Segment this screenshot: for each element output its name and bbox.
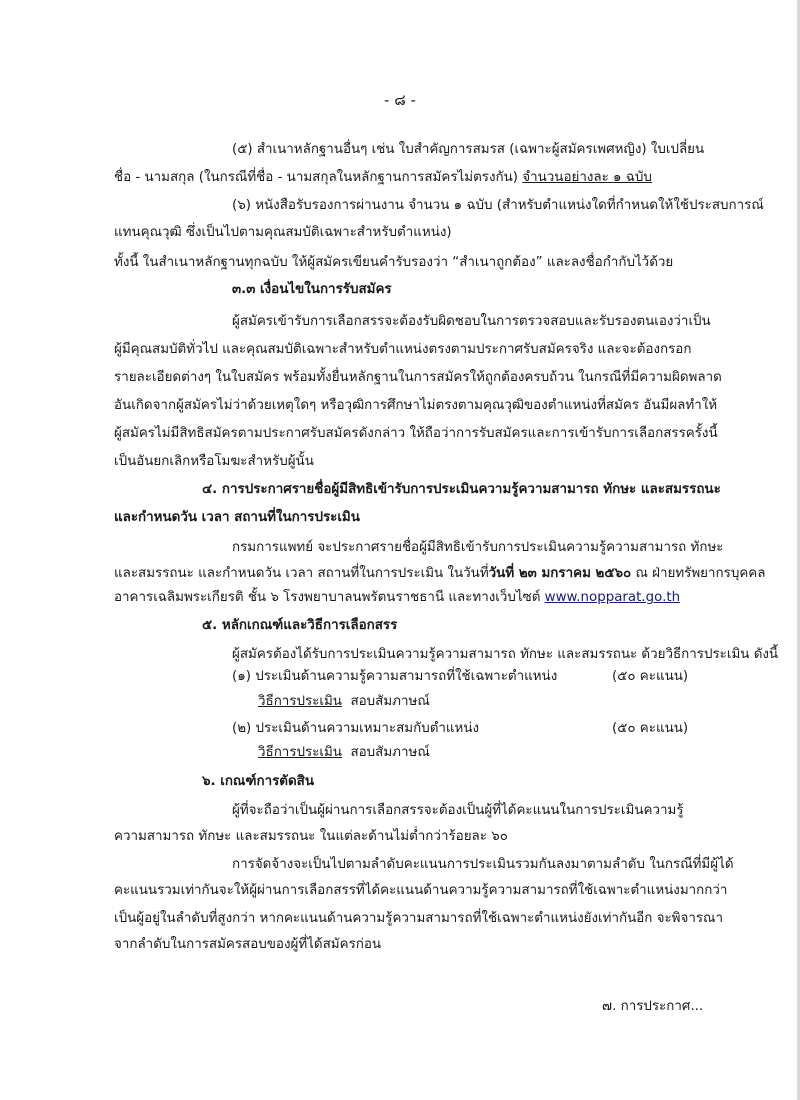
section-4-line3	[114, 588, 680, 608]
section-6-para1-line: ผู้ที่จะถือว่าเป็นผู้ผ่านการเลือกสรรจะต้องเป็นผู้ที่ได้คะแนนในการประเมินความรู้	[232, 803, 684, 818]
item5-line2-text: ชื่อ - นามสกุล (ในกรณีที่ชื่อ - นามสกุลในหลักฐานการสมัครไม่ตรงกัน)	[114, 170, 523, 185]
criterion-label: (๒) ประเมินด้านความเหมาะสมกับตำแหน่ง	[232, 721, 480, 736]
method-value: สอบสัมภาษณ์	[350, 745, 430, 760]
item5-line1: (๕) สำเนาหลักฐานอื่นๆ เช่น ใบสำคัญการสมรส (เฉพาะผู้สมัครเพศหญิง) ใบเปลี่ยน	[232, 142, 705, 157]
section-6-para2-line: การจัดจ้างจะเป็นไปตามลำดับคะแนนการประเมินรวมกันลงมาตามลำดับ ในกรณีที่มีผู้ได้	[232, 857, 734, 872]
section-6-heading: ๖. เกณฑ์การตัดสิน	[202, 774, 315, 789]
website-link[interactable]: www.nopparat.go.th	[544, 590, 681, 605]
section-4-line1: กรมการแพทย์ จะประกาศรายชื่อผู้มีสิทธิเข้ารับการประเมินความรู้ความสามารถ ทักษะ	[232, 540, 724, 555]
item5-line2	[114, 168, 652, 188]
section-6-para2-line: เป็นผู้อยู่ในลำดับที่สูงกว่า หากคะแนนด้านความรู้ความสามารถที่ใช้เฉพาะตำแหน่งยังเท่ากันอีก จะพิจารณา	[114, 911, 723, 926]
page-number: - ๘ -	[384, 91, 416, 109]
item5-quantity: จำนวนอย่างละ ๑ ฉบับ	[522, 170, 652, 185]
method-value: สอบสัมภาษณ์	[350, 694, 430, 709]
section-6-para2-line: คะแนนรวมเท่ากันจะให้ผู้ผ่านการเลือกสรรที่ได้คะแนนด้านความรู้ความสามารถที่ใช้เฉพาะตำแหน่งมากกว่า	[114, 883, 728, 898]
section-4-line2	[114, 564, 765, 584]
continuation-note: ๗. การประกาศ...	[602, 999, 704, 1014]
section-5-heading: ๕. หลักเกณฑ์และวิธีการเลือกสรร	[202, 618, 398, 633]
section-3-3-line: ผู้มีคุณสมบัติทั่วไป และคุณสมบัติเฉพาะสำหรับตำแหน่งตรงตามประกาศรับสมัครจริง และจะต้องกรอก	[114, 342, 692, 357]
criterion-score: (๕๐ คะแนน)	[612, 721, 689, 736]
section-3-3-line: ผู้สมัครเข้ารับการเลือกสรรจะต้องรับผิดชอบในการตรวจสอบและรับรองตนเองว่าเป็น	[232, 314, 711, 329]
criterion-method	[258, 743, 430, 763]
section-3-3-line: เป็นอันยกเลิกหรือโมฆะสำหรับผู้นั้น	[114, 454, 314, 469]
criterion-score: (๕๐ คะแนน)	[612, 669, 689, 684]
section-4-heading-line2: และกำหนดวัน เวลา สถานที่ในการประเมิน	[114, 510, 360, 525]
criterion-label: (๑) ประเมินด้านความรู้ความสามารถที่ใช้เฉพาะตำแหน่ง	[232, 669, 558, 684]
section-5-intro: ผู้สมัครต้องได้รับการประเมินความรู้ความสามารถ ทักษะ และสมรรถนะ ด้วยวิธีการประเมิน ดังนี้	[232, 647, 779, 662]
criterion-method	[258, 692, 430, 712]
section-4-line2-text: และสมรรถนะ และกำหนดวัน เวลา สถานที่ในการประเมิน ในวันที่	[114, 566, 489, 581]
section-4-line2-tail: ณ ฝ่ายทรัพยากรบุคคล	[631, 566, 766, 581]
method-label: วิธีการประเมิน	[258, 745, 342, 760]
section-6-para1-line: ความสามารถ ทักษะ และสมรรถนะ ในแต่ละด้านไม่ต่ำกว่าร้อยละ ๖๐	[114, 829, 508, 844]
certify-note: ทั้งนี้ ในสำเนาหลักฐานทุกฉบับ ให้ผู้สมัครเขียนคำรับรองว่า “สำเนาถูกต้อง” และลงชื่อกำกับไว้ด้วย	[114, 255, 674, 270]
item6-line2: แทนคุณวุฒิ ซึ่งเป็นไปตามคุณสมบัติเฉพาะสำหรับตำแหน่ง)	[114, 225, 452, 240]
method-label: วิธีการประเมิน	[258, 694, 342, 709]
section-3-3-line: รายละเอียดต่างๆ ในใบสมัคร พร้อมทั้งยื่นหลักฐานในการสมัครให้ถูกต้องครบถ้วน ในกรณีที่มีความผิดพลาด	[114, 370, 722, 385]
section-6-para2-line: จากลำดับในการสมัครสอบของผู้ที่ได้สมัครก่อน	[114, 937, 382, 952]
announcement-date: วันที่ ๒๓ มกราคม ๒๕๖๐	[488, 566, 632, 581]
section-4-line3-text: อาคารเฉลิมพระเกียรติ ชั้น ๖ โรงพยาบาลนพรัตนราชธานี และทางเว็บไซต์	[114, 590, 545, 605]
section-3-3-heading: ๓.๓ เงื่อนไขในการรับสมัคร	[232, 282, 392, 297]
section-3-3-line: อันเกิดจากผู้สมัครไม่ว่าด้วยเหตุใดๆ หรือวุฒิการศึกษาไม่ตรงตามคุณวุฒิของตำแหน่งที่สมัคร อันมีผลทำให้	[114, 398, 718, 413]
item6-line1: (๖) หนังสือรับรองการผ่านงาน จำนวน ๑ ฉบับ (สำหรับตำแหน่งใดที่กำหนดให้ใช้ประสบการณ์	[232, 198, 764, 213]
section-4-heading-line1: ๔. การประกาศรายชื่อผู้มีสิทธิเข้ารับการประเมินความรู้ความสามารถ ทักษะ และสมรรถนะ	[202, 482, 721, 497]
section-3-3-line: ผู้สมัครไม่มีสิทธิสมัครตามประกาศรับสมัครดังกล่าว ให้ถือว่าการรับสมัครและการเข้ารับการเลือกสรรครั้งนี้	[114, 426, 718, 441]
